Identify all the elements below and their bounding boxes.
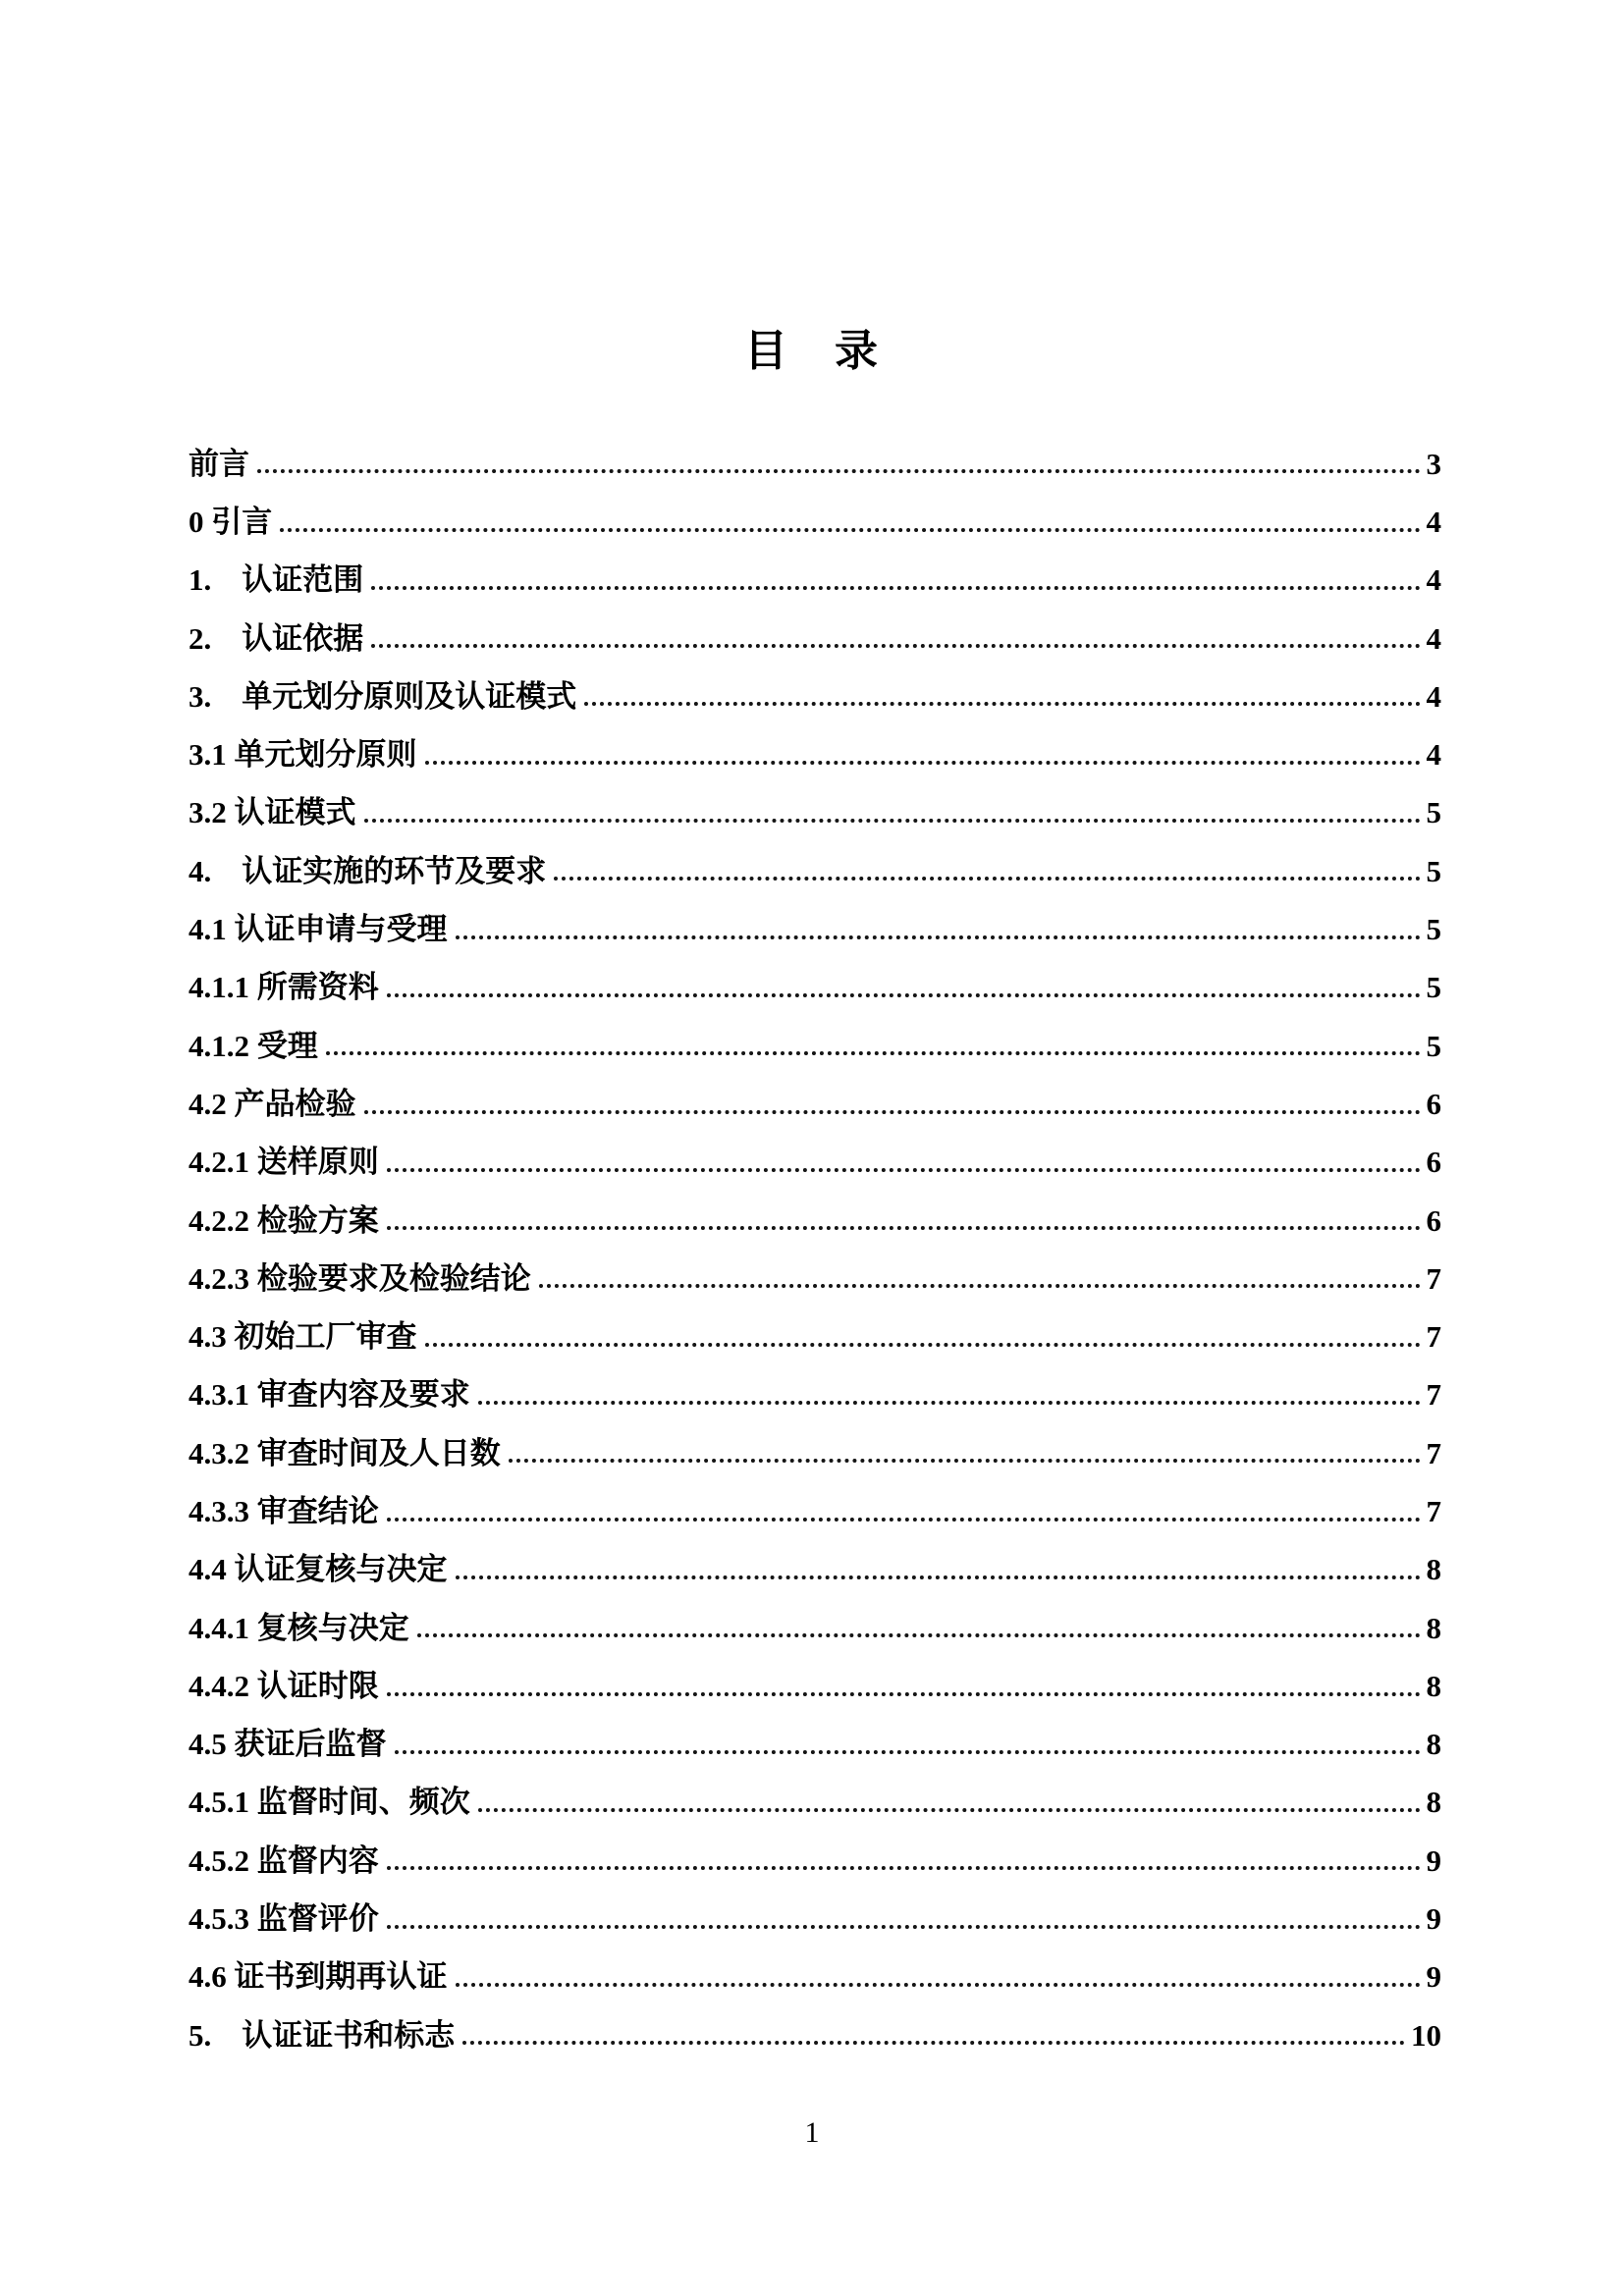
toc-entry-page: 8	[1426, 1785, 1441, 1820]
toc-entry-label: 4.1.1 所需资料	[189, 970, 379, 1005]
toc-entry-label: 4.3 初始工厂审查	[189, 1319, 417, 1355]
toc-entry-label: 5. 认证证书和标志	[189, 2017, 456, 2053]
toc-entry-label: 4. 认证实施的环节及要求	[189, 853, 547, 888]
toc-entry-label: 3. 单元划分原则及认证模式	[189, 678, 577, 714]
toc-entry	[189, 540, 1441, 598]
toc-entry-page: 8	[1426, 1727, 1441, 1762]
toc-entry-label: 4.2.1 送样原则	[189, 1145, 379, 1180]
toc-entry	[189, 714, 1441, 772]
toc-entry-page: 6	[1426, 1086, 1441, 1121]
toc-entry-page: 5	[1426, 970, 1441, 1005]
toc-entry	[189, 1995, 1441, 2053]
toc-entry	[189, 1645, 1441, 1703]
toc-entry-label: 4.4.1 复核与决定	[189, 1610, 409, 1645]
toc-entry	[189, 888, 1441, 946]
toc-dot-leader	[417, 1633, 1421, 1637]
toc-entry	[189, 1937, 1441, 1995]
toc-entry	[189, 1005, 1441, 1063]
toc-entry	[189, 830, 1441, 888]
toc-dot-leader	[539, 1284, 1421, 1288]
toc-entry-page: 3	[1426, 446, 1441, 481]
toc-entry-page: 5	[1426, 795, 1441, 830]
toc-dot-leader	[387, 1226, 1421, 1230]
toc-entry-label: 4.5 获证后监督	[189, 1727, 387, 1762]
toc-entry-label: 2. 认证依据	[189, 620, 364, 656]
toc-entry	[189, 1587, 1441, 1645]
toc-entry-label: 4.1.2 受理	[189, 1028, 318, 1063]
toc-dot-leader	[326, 1051, 1421, 1055]
toc-entry	[189, 481, 1441, 539]
toc-entry-label: 4.6 证书到期再认证	[189, 1959, 448, 1995]
page-title: 目 录	[744, 327, 880, 375]
toc-entry-page: 4	[1426, 737, 1441, 773]
toc-entry-label: 4.5.2 监督内容	[189, 1842, 379, 1878]
toc-entry-page: 8	[1426, 1668, 1441, 1703]
footer-page-number: 1	[804, 2116, 820, 2149]
toc-entry	[189, 1529, 1441, 1587]
toc-dot-leader	[554, 877, 1420, 881]
toc-entry	[189, 773, 1441, 830]
toc-entry-page: 5	[1426, 1028, 1441, 1063]
toc-entry-page: 7	[1426, 1435, 1441, 1470]
toc-entry-page: 8	[1426, 1610, 1441, 1645]
toc-entry	[189, 1122, 1441, 1180]
toc-dot-leader	[462, 2041, 1405, 2045]
toc-dot-leader	[478, 1808, 1421, 1812]
toc-entry-page: 8	[1426, 1552, 1441, 1587]
toc-entry	[189, 1878, 1441, 1936]
toc-entry-page: 6	[1426, 1202, 1441, 1238]
toc-entry-label: 1. 认证范围	[189, 562, 364, 598]
toc-entry	[189, 1704, 1441, 1762]
toc-entry-label: 4.3.1 审查内容及要求	[189, 1377, 470, 1413]
toc-entry-label: 4.4 认证复核与决定	[189, 1552, 448, 1587]
toc-entry-page: 9	[1426, 1842, 1441, 1878]
toc-entry-label: 4.1 认证申请与受理	[189, 912, 448, 947]
toc-entry	[189, 1470, 1441, 1528]
toc-entry-label: 4.3.2 审查时间及人日数	[189, 1435, 501, 1470]
toc-entry-page: 7	[1426, 1377, 1441, 1413]
toc-dot-leader	[395, 1750, 1421, 1754]
toc-entry-page: 5	[1426, 853, 1441, 888]
toc-entry-page: 6	[1426, 1145, 1441, 1180]
toc-dot-leader	[364, 819, 1421, 823]
toc-entry-page: 7	[1426, 1260, 1441, 1296]
toc-entry-label: 前言	[189, 446, 249, 481]
toc-entry-page: 5	[1426, 912, 1441, 947]
toc-dot-leader	[584, 702, 1420, 706]
toc-dot-leader	[425, 1343, 1421, 1347]
toc-entry	[189, 1296, 1441, 1354]
toc-entry	[189, 598, 1441, 656]
toc-dot-leader	[257, 469, 1421, 473]
toc-entry-label: 3.1 单元划分原则	[189, 737, 417, 773]
toc-entry-page: 9	[1426, 1959, 1441, 1995]
toc-dot-leader	[478, 1401, 1421, 1405]
toc-entry-page: 7	[1426, 1494, 1441, 1528]
toc-dot-leader	[371, 644, 1420, 648]
toc-entry-label: 4.5.3 监督评价	[189, 1901, 379, 1937]
toc-entry-label: 4.2.3 检验要求及检验结论	[189, 1260, 531, 1296]
toc-dot-leader	[387, 1692, 1421, 1696]
toc-dot-leader	[280, 528, 1420, 532]
toc-dot-leader	[371, 586, 1420, 590]
toc-entry	[189, 947, 1441, 1005]
toc-entry-label: 0 引言	[189, 504, 273, 539]
toc-entry-label: 3.2 认证模式	[189, 795, 356, 830]
toc-entry	[189, 1355, 1441, 1413]
toc-entry-label: 4.2 产品检验	[189, 1086, 356, 1121]
toc-dot-leader	[387, 1866, 1421, 1870]
toc-dot-leader	[387, 993, 1421, 997]
toc-dot-leader	[387, 1518, 1421, 1522]
toc-dot-leader	[456, 935, 1421, 939]
toc-entry	[189, 423, 1441, 481]
toc-entry-page: 9	[1426, 1901, 1441, 1937]
toc-dot-leader	[387, 1925, 1421, 1929]
toc-entry-label: 4.5.1 监督时间、频次	[189, 1785, 470, 1820]
toc-dot-leader	[509, 1459, 1421, 1463]
toc-dot-leader	[387, 1168, 1421, 1172]
toc-entry	[189, 1762, 1441, 1820]
toc-entry	[189, 656, 1441, 714]
toc-entry-page: 4	[1426, 678, 1441, 714]
toc-dot-leader	[364, 1110, 1421, 1114]
toc-entry-page: 10	[1411, 2017, 1441, 2053]
toc-entry-label: 4.2.2 检验方案	[189, 1202, 379, 1238]
toc-entry	[189, 1063, 1441, 1121]
toc-dot-leader	[456, 1983, 1421, 1987]
toc-entry-label: 4.4.2 认证时限	[189, 1668, 379, 1703]
toc-entry-page: 7	[1426, 1319, 1441, 1355]
toc-dot-leader	[425, 761, 1421, 765]
toc-entry-page: 4	[1426, 620, 1441, 656]
toc-entry-page: 4	[1426, 562, 1441, 598]
toc-dot-leader	[456, 1575, 1421, 1579]
toc-entry	[189, 1413, 1441, 1470]
toc-entry	[189, 1238, 1441, 1296]
toc-list	[189, 423, 1441, 2053]
toc-entry-label: 4.3.3 审查结论	[189, 1494, 379, 1528]
toc-entry	[189, 1180, 1441, 1238]
toc-entry-page: 4	[1426, 504, 1441, 539]
toc-entry	[189, 1820, 1441, 1878]
